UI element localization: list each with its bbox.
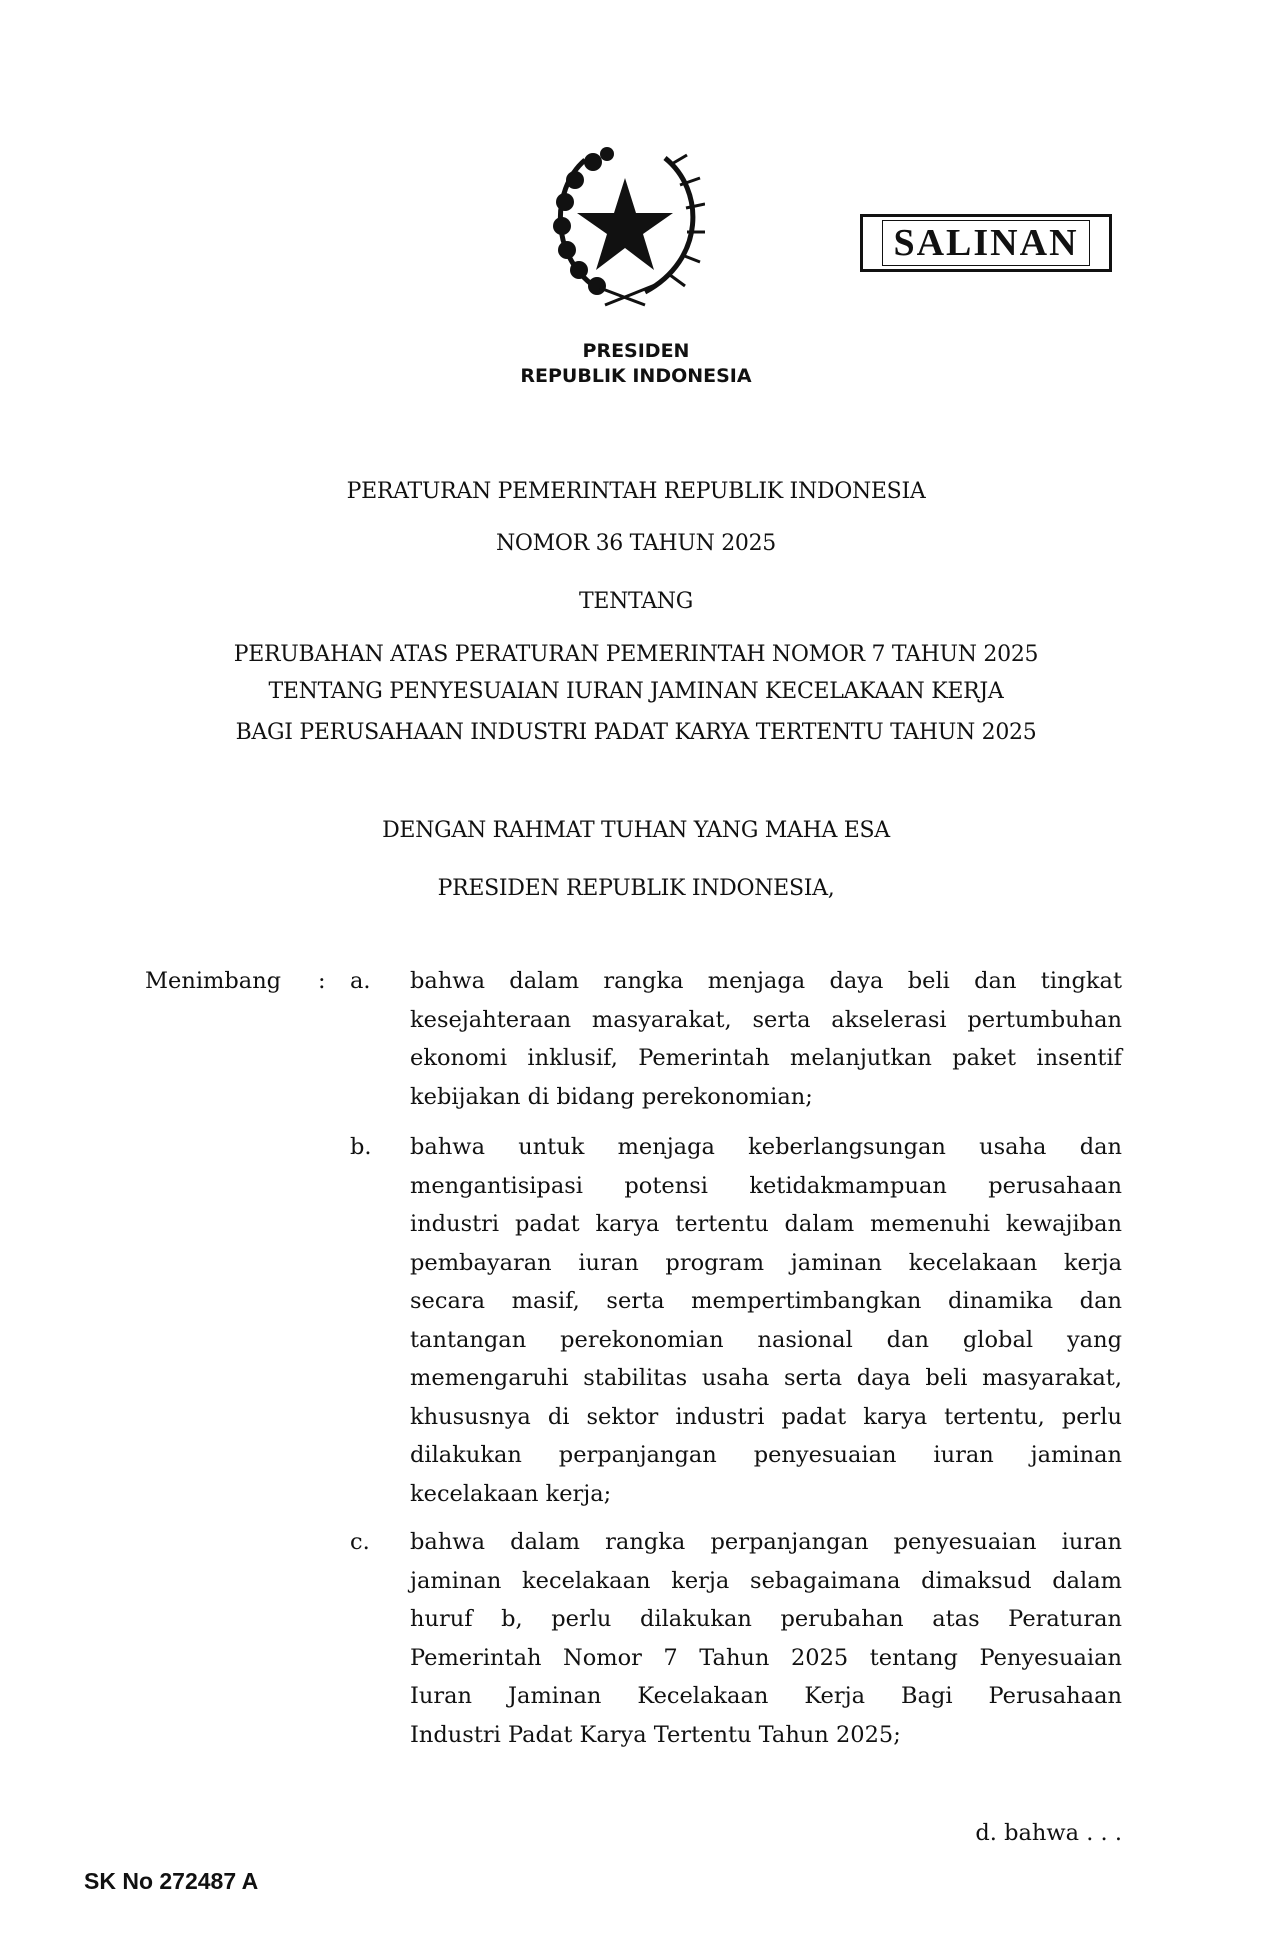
sk-number: SK No 272487 A — [84, 1868, 259, 1894]
considering-label: Menimbang — [145, 968, 282, 994]
regulation-title: PERATURAN PEMERINTAH REPUBLIK INDONESIA — [346, 479, 926, 504]
text-line: bahwa dalam rangka menjaga daya beli dan tingkat — [410, 968, 1122, 994]
item-mark-b: b. — [350, 1134, 372, 1160]
text-line: memengaruhi stabilitas usaha serta daya beli masyarakat, — [410, 1365, 1122, 1391]
regarding-label: TENTANG — [578, 589, 694, 614]
salinan-stamp — [860, 214, 1112, 272]
salinan-text: SALINAN — [882, 220, 1089, 266]
president-heading: PRESIDEN REPUBLIK INDONESIA, — [437, 876, 835, 901]
item-mark-c: c. — [350, 1529, 370, 1555]
office-line-2: REPUBLIK INDONESIA — [520, 365, 752, 387]
text-line: bahwa dalam rangka perpanjangan penyesuaian iuran — [410, 1529, 1122, 1555]
presidential-emblem-icon — [545, 140, 705, 312]
subject-line: PERUBAHAN ATAS PERATURAN PEMERINTAH NOMOR 7 TAHUN 2025 — [233, 642, 1039, 667]
item-b-text — [410, 1128, 1122, 1513]
text-line: tantangan perekonomian nasional dan global yang — [410, 1326, 1122, 1353]
text-line: jaminan kecelakaan kerja sebagaimana dimaksud dalam — [410, 1567, 1122, 1594]
text-line: industri padat karya tertentu dalam memenuhi kewajiban — [410, 1211, 1122, 1237]
text-line: secara masif, serta mempertimbangkan dinamika dan — [410, 1288, 1122, 1314]
regulation-number: NOMOR 36 TAHUN 2025 — [495, 531, 776, 556]
subject-line: TENTANG PENYESUAIAN IURAN JAMINAN KECELAKAAN KERJA — [268, 679, 1004, 704]
text-line: dilakukan perpanjangan penyesuaian iuran jaminan — [410, 1442, 1122, 1468]
text-line: bahwa untuk menjaga keberlangsungan usaha dan — [410, 1134, 1122, 1160]
subject-line: BAGI PERUSAHAAN INDUSTRI PADAT KARYA TERTENTU TAHUN 2025 — [235, 720, 1037, 745]
text-line: kebijakan di bidang perekonomian; — [410, 1083, 813, 1110]
text-line: kesejahteraan masyarakat, serta akselerasi pertumbuhan — [410, 1006, 1122, 1033]
item-mark-a: a. — [350, 968, 371, 994]
text-line: kecelakaan kerja; — [410, 1480, 612, 1507]
text-line: huruf b, perlu dilakukan perubahan atas Peraturan — [410, 1606, 1122, 1632]
considering-colon: : — [318, 968, 326, 994]
item-c-text — [410, 1523, 1122, 1754]
text-line: pembayaran iuran program jaminan kecelakaan kerja — [410, 1249, 1122, 1276]
text-line: Iuran Jaminan Kecelakaan Kerja Bagi Perusahaan — [410, 1683, 1122, 1709]
invocation: DENGAN RAHMAT TUHAN YANG MAHA ESA — [382, 818, 890, 843]
text-line: Pemerintah Nomor 7 Tahun 2025 tentang Penyesuaian — [410, 1644, 1122, 1671]
continuation-marker: d. bahwa . . . — [975, 1820, 1122, 1846]
text-line: Industri Padat Karya Tertentu Tahun 2025; — [410, 1721, 901, 1748]
text-line: khususnya di sektor industri padat karya tertentu, perlu — [410, 1403, 1122, 1430]
text-line: ekonomi inklusif, Pemerintah melanjutkan paket insentif — [410, 1045, 1122, 1071]
text-line: mengantisipasi potensi ketidakmampuan perusahaan — [410, 1172, 1122, 1199]
office-line-1: PRESIDEN — [582, 340, 690, 362]
item-a-text — [410, 962, 1122, 1116]
